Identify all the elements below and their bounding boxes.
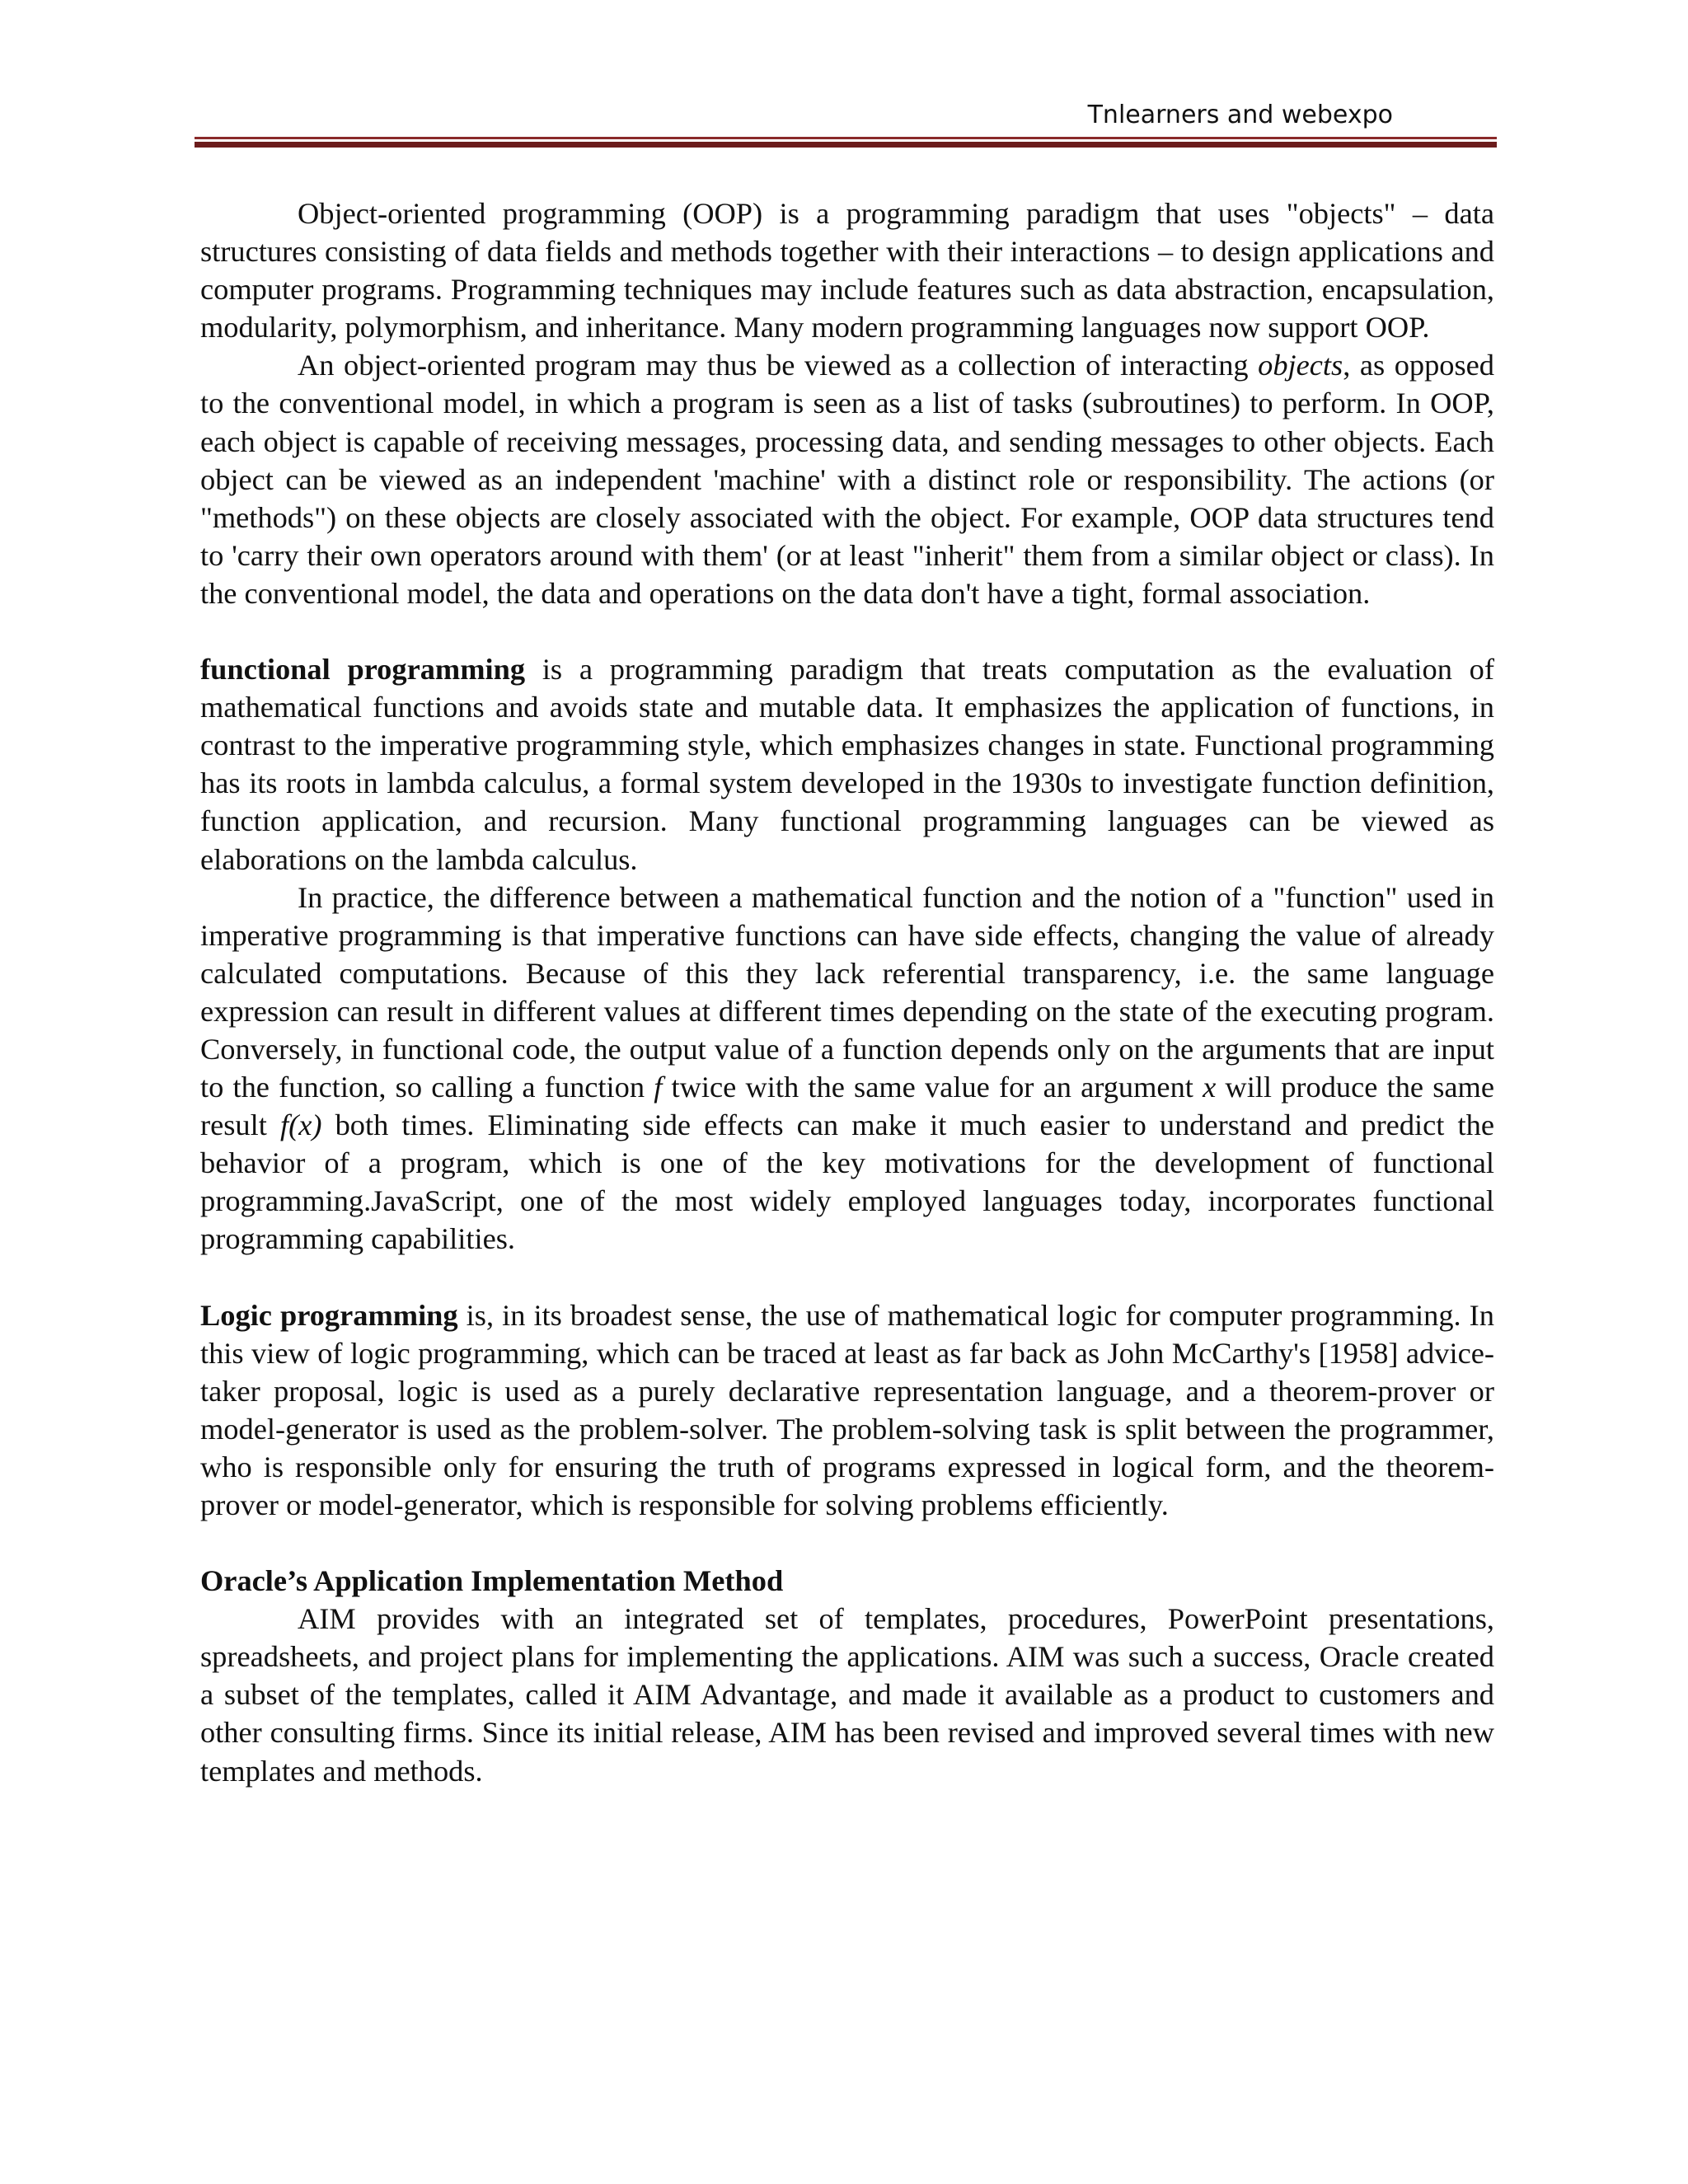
functional-paragraph-1-text: is a programming paradigm that treats computation as the evaluation of mathematical functions and avoids state and mutable data. It emphasizes the application of functions, in contrast to the imperative programming style, which emphasizes changes in state. Functional programming has its roots in lambda calculus, a formal system developed in the 1930s to investigate function definition, function application, and recursion. Many functional programming languages can be viewed as elaborations on the lambda calculus.: [200, 653, 1494, 876]
functional-term: functional programming: [200, 653, 526, 687]
oop-objects-emphasis: objects: [1258, 349, 1343, 382]
functional-paragraph-2-text-b: twice with the same value for an argument: [662, 1071, 1203, 1104]
functional-paragraph-2-text-c: will produce the same result: [200, 1071, 1495, 1142]
functional-paragraph-1: [200, 650, 1494, 879]
oop-paragraph-2-text-b: , as opposed to the conventional model, in which a program is seen as a list of tasks (subroutines) to perform. In OOP, each object is capable of receiving messages, processing data, and sending messages to other objects. Each object can be viewed as an independent 'machine' with a distinct role or responsibility. The actions (or "methods") on these objects are closely associated with the object. For example, OOP data structures tend to 'carry their own operators around with them' (or at least "inherit" them from a similar object or class). In the conventional model, the data and operations on the data don't have a tight, formal association.: [200, 349, 1494, 610]
logic-term: Logic programming: [200, 1298, 458, 1332]
logic-paragraph: [200, 1296, 1494, 1525]
functional-paragraph-2: [200, 879, 1494, 1258]
result-fx-emphasis: f(x): [279, 1108, 322, 1142]
aim-paragraph: AIM provides with an integrated set of templates, procedures, PowerPoint presentations, spreadsheets, and project plans for implementing the applications. AIM was such a success, Oracle created a subset of the templates, called it AIM Advantage, and made it available as a product to customers and other consulting firms. Since its initial release, AIM has been revised and improved several times with new templates and methods.: [200, 1602, 1494, 1788]
header-rule-thin: [195, 137, 1497, 139]
function-f-emphasis: f: [654, 1071, 663, 1104]
document-body: [200, 194, 1494, 1790]
functional-paragraph-2-text-a: In practice, the difference between a mathematical function and the notion of a "function" used in imperative programming is that imperative functions can have side effects, changing the value of already calculated computations. Because of this they lack referential transparency, i.e. the same language expression can result in different values at different times depending on the state of the executing program. Conversely, in functional code, the output value of a function depends only on the arguments that are input to the function, so calling a function: [200, 880, 1494, 1104]
argument-x-emphasis: x: [1203, 1071, 1217, 1104]
running-header: Tnlearners and webexpo: [1087, 101, 1393, 129]
oop-paragraph-1: Object-oriented programming (OOP) is a programming paradigm that uses "objects" – data structures consisting of data fields and methods together with their interactions – to design applications and computer programs. Programming techniques may include features such as data abstraction, encapsulation, modularity, polymorphism, and inheritance. Many modern programming languages now support OOP.: [200, 197, 1494, 344]
functional-paragraph-2-text-d: both times. Eliminating side effects can make it much easier to understand and predict the behavior of a program, which is one of the key motivations for the development of functional programming.JavaScript, one of the most widely employed languages today, incorporates functional programming capabilities.: [200, 1108, 1494, 1256]
header-rule-thick: [195, 142, 1497, 148]
oop-paragraph-2: [200, 346, 1494, 612]
oop-paragraph-2-text-a: An object-oriented program may thus be viewed as a collection of interacting: [298, 349, 1259, 382]
aim-heading: Oracle’s Application Implementation Method: [200, 1564, 784, 1598]
logic-paragraph-text: is, in its broadest sense, the use of mathematical logic for computer programming. In this view of logic programming, which can be traced at least as far back as John McCarthy's [1958] advice-taker proposal, logic is used as a purely declarative representation language, and a theorem-prover or model-generator is used as the problem-solver. The problem-solving task is split between the programmer, who is responsible only for ensuring the truth of programs expressed in logical form, and the theorem-prover or model-generator, which is responsible for solving problems efficiently.: [200, 1298, 1494, 1521]
